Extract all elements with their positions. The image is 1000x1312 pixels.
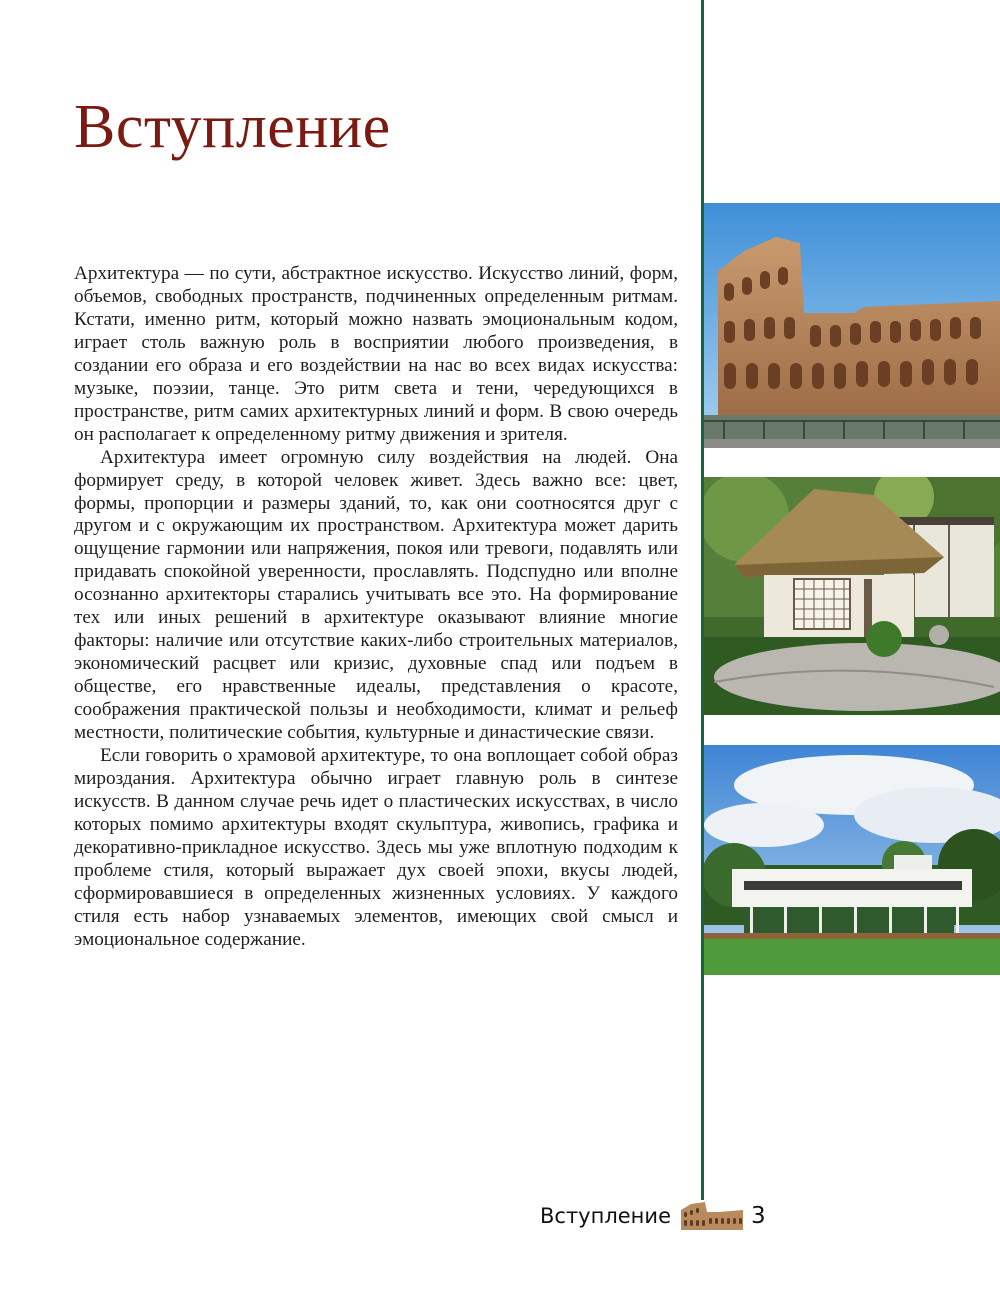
colosseum-photo	[704, 203, 1000, 448]
villa-photo	[704, 745, 1000, 975]
paragraph-1: Архитектура — по сути, абстрактное искусство. Искусство линий, форм, объемов, свободных пространств, подчиненных определенным ритмам. Кстати, именно ритм, который можно назвать эмоциональным кодом, играет столь важную роль в восприятии любого произведения, в создании его образа и его воздействии на нас во всех видах искусства: музыке, поэзии, танце. Это ритм света и тени, чередующихся в пространстве, ритм самих архитектурных линий и форм. В свою очередь он располагает к определенному ритму движения и зрителя.	[74, 263, 678, 445]
paragraph-3: Если говорить о храмовой архитектуре, то она воплощает собой образ мироздания. Архитектура обычно играет главную роль в синтезе искусств. В данном случае речь идет о пластических искусствах, в число которых помимо архитектуры входят скульптура, живопись, графика и декоративно-прикладное искусство. Здесь мы уже вплотную подходим к проблеме стиля, который выражает дух своей эпохи, вкусы людей, сформировавшиеся в определенных жизненных условиях. У каждого стиля есть набор узнаваемых элементов, имеющих свой смысл и эмоциональное содержание.	[74, 745, 678, 950]
footer-section-label: Вступление	[540, 1204, 671, 1228]
body-text	[74, 263, 678, 952]
page-title: Вступление	[74, 93, 391, 161]
page-number: 3	[750, 1203, 766, 1229]
running-footer	[540, 1196, 766, 1236]
colosseum-icon	[679, 1200, 745, 1232]
teahouse-photo	[704, 477, 1000, 715]
paragraph-2: Архитектура имеет огромную силу воздействия на людей. Она формирует среду, в которой человек живет. Здесь важно все: цвет, формы, пропорции и размеры зданий, то, как они соотносятся друг с другом и с окружающим их пространством. Архитектура может дарить ощущение гармонии или напряжения, покоя или тревоги, подавлять или придавать спокойной уверенности, прославлять. Подспудно или вполне осознанно архитекторы старались учитывать все это. На формирование тех или иных решений в архитектуре оказывают влияние многие факторы: наличие или отсутствие каких-либо строительных материалов, экономический расцвет или кризис, духовные спад или подъем в обществе, его нравственные идеалы, представления о красоте, соображения практической пользы и необходимости, климат и рельеф местности, политические события, культурные и династические связи.	[74, 446, 678, 744]
